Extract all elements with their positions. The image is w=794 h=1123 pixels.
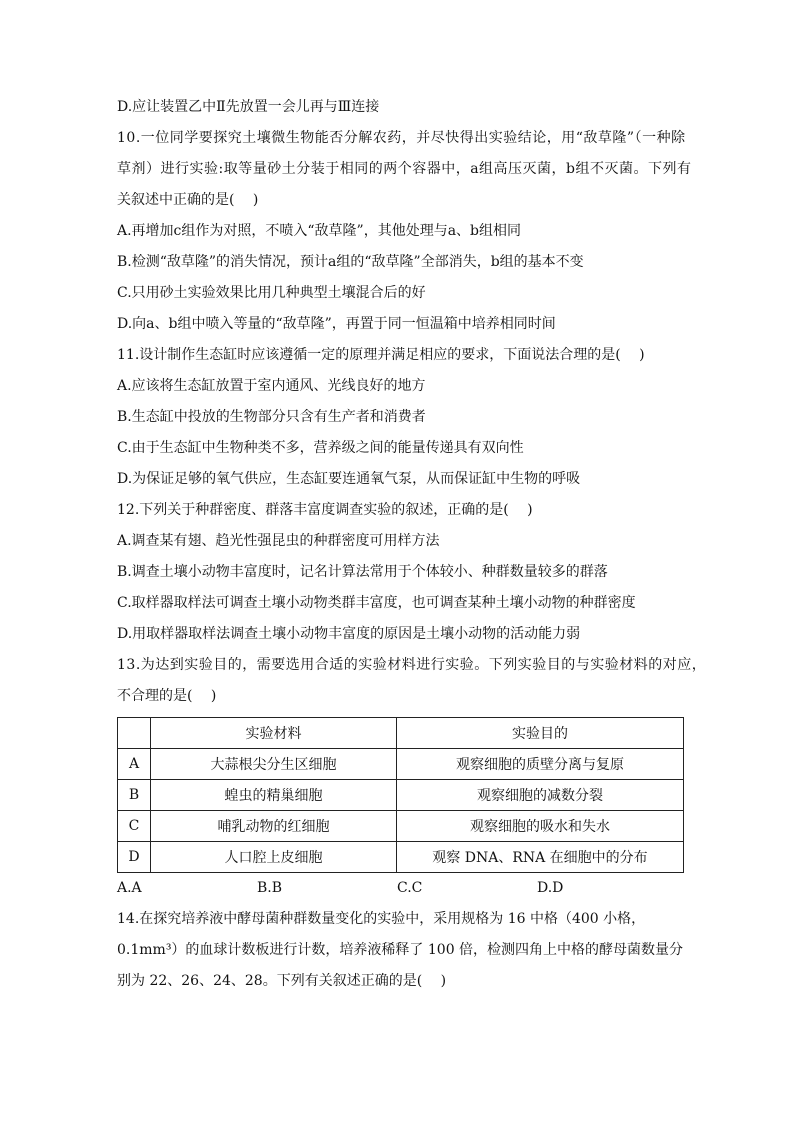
table-cell: 观察 DNA、RNA 在细胞中的分布 [397,842,684,873]
table-header-row [118,718,684,749]
text-block-top [117,92,707,712]
question-13-options [117,873,683,904]
option-line: B.检测“敌草隆”的消失情况，预计a组的“敌草隆”全部消失，b组的基本不变 [117,254,584,270]
option-line: A.应该将生态缸放置于室内通风、光线良好的地方 [117,378,426,394]
question-10-stem: 10.一位同学要探究土壤微生物能否分解农药，并尽快得出实验结论，用“敌草隆”（一种除 [117,130,686,146]
table-cell: 观察细胞的减数分裂 [397,780,684,811]
option-b: B.B [257,880,283,896]
option-line: C.只用砂土实验效果比用几种典型土壤混合后的好 [117,285,426,301]
table-cell: A [118,749,151,780]
text-line: 0.1mm³）的血球计数板进行计数，培养液稀释了 100 倍，检测四角上中格的酵母菌数量分 [117,942,684,958]
table-cell: 人口腔上皮细胞 [151,842,397,873]
option-line: A.调查某有翅、趋光性强昆虫的种群密度可用样方法 [117,533,440,549]
table-header-cell: 实验材料 [151,718,397,749]
option-line: B.生态缸中投放的生物部分只含有生产者和消费者 [117,409,426,425]
option-line: C.取样器取样法可调查土壤小动物类群丰富度，也可调查某种土壤小动物的种群密度 [117,595,636,611]
table-cell: 观察细胞的质壁分离与复原 [397,749,684,780]
text-line: D.应让装置乙中Ⅱ先放置一会儿再与Ⅲ连接 [117,99,380,115]
table-row [118,749,684,780]
text-block-bottom [117,904,683,997]
question-page [117,92,707,997]
question-11-stem: 11.设计制作生态缸时应该遵循一定的原理并满足相应的要求，下面说法合理的是( ) [117,347,645,363]
materials-table [117,717,684,873]
table-cell: D [118,842,151,873]
table-header-cell: 实验目的 [397,718,684,749]
option-line: D.为保证足够的氧气供应，生态缸要连通氧气泵，从而保证缸中生物的呼吸 [117,471,581,487]
question-14-stem: 14.在探究培养液中酵母菌种群数量变化的实验中，采用规格为 16 中格（400 小格， [117,911,646,927]
option-line: D.用取样器取样法调查土壤小动物丰富度的原因是土壤小动物的活动能力弱 [117,626,581,642]
table-cell: 观察细胞的吸水和失水 [397,811,684,842]
table-cell: B [118,780,151,811]
text-line: 别为 22、26、24、28。下列有关叙述正确的是( ) [117,973,447,989]
option-line: D.向a、b组中喷入等量的“敌草隆”，再置于同一恒温箱中培养相同时间 [117,316,556,332]
option-line: A.再增加c组作为对照，不喷入“敌草隆”，其他处理与a、b组相同 [117,223,522,239]
text-line: 草剂）进行实验:取等量砂土分装于相同的两个容器中，a组高压灭菌，b组不灭菌。下列有 [117,161,692,177]
text-line: 不合理的是( ) [117,688,217,704]
table-cell: C [118,811,151,842]
table-cell: 哺乳动物的红细胞 [151,811,397,842]
option-d: D.D [537,880,564,896]
table-header-cell [118,718,151,749]
table-row [118,811,684,842]
option-line: C.由于生态缸中生物种类不多，营养级之间的能量传递具有双向性 [117,440,524,456]
option-c: C.C [397,880,423,896]
table-row [118,780,684,811]
option-a: A.A [117,880,142,896]
question-12-stem: 12.下列关于种群密度、群落丰富度调查实验的叙述，正确的是( ) [117,502,533,518]
text-line: 关叙述中正确的是( ) [117,192,259,208]
option-line: B.调查土壤小动物丰富度时，记名计算法常用于个体较小、种群数量较多的群落 [117,564,608,580]
table-cell: 大蒜根尖分生区细胞 [151,749,397,780]
table-row [118,842,684,873]
question-13-stem: 13.为达到实验目的，需要选用合适的实验材料进行实验。下列实验目的与实验材料的对应， [117,657,707,673]
table-cell: 蝗虫的精巢细胞 [151,780,397,811]
